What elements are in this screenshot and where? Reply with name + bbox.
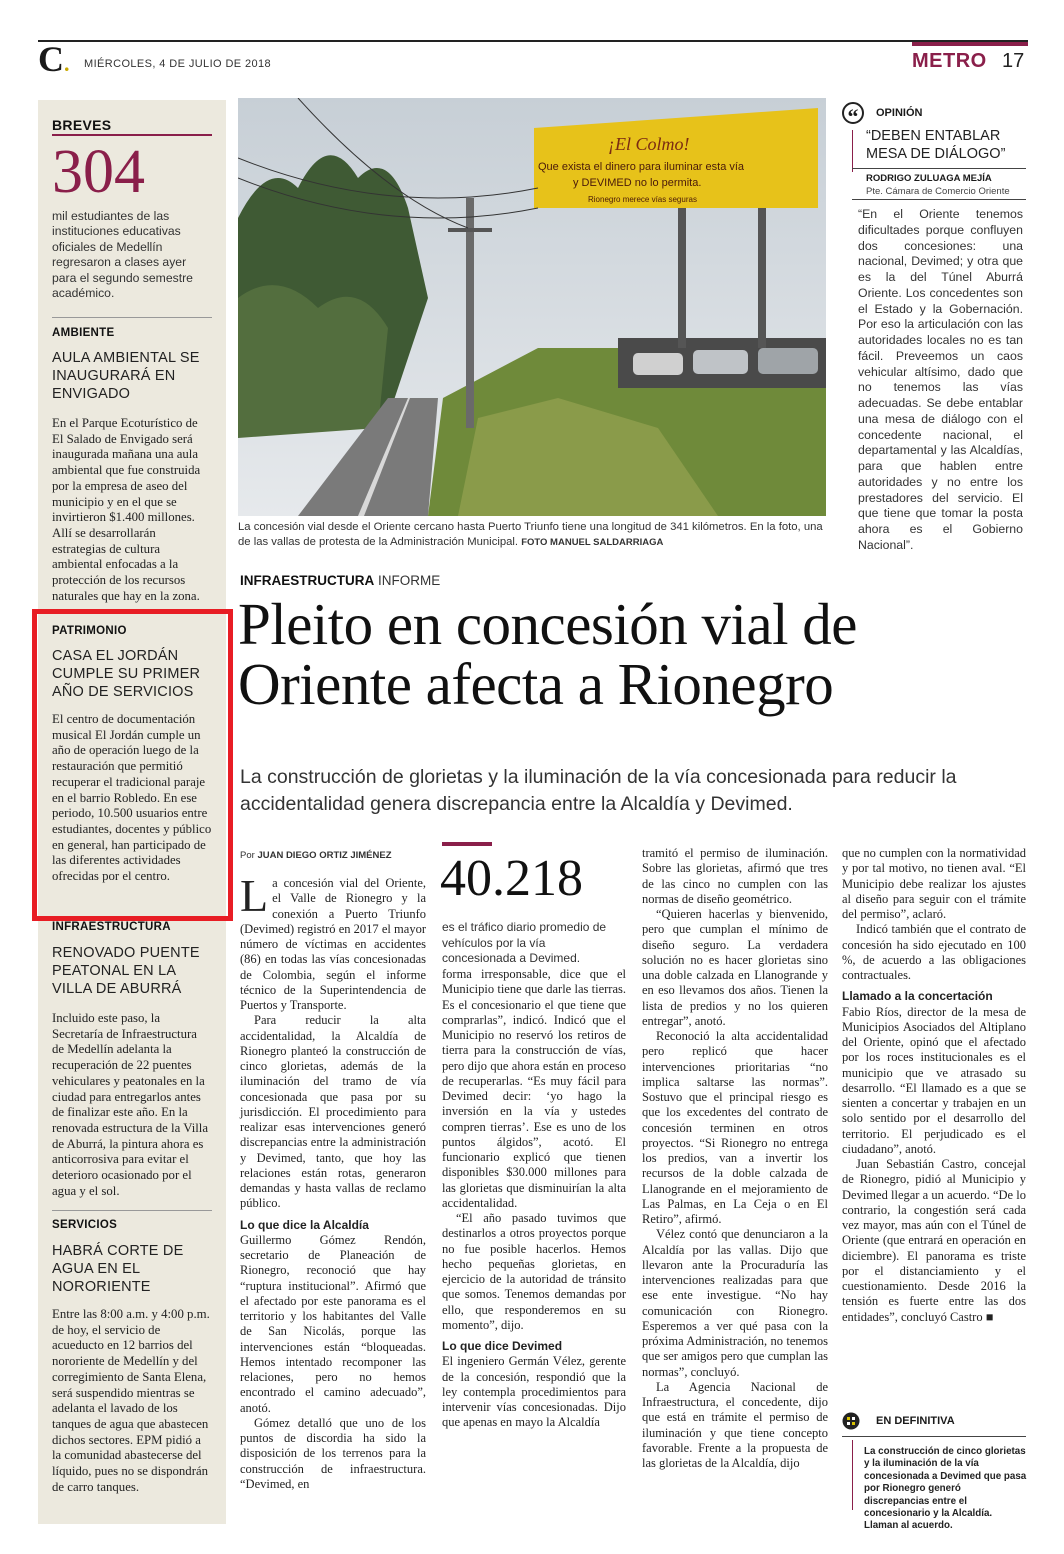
opinion-author: RODRIGO ZULUAGA MEJÍA	[866, 173, 992, 184]
article-column-3: tramitó el permiso de iluminación. Sobre las glorietas, afirmó que tres de las cinco no cumplen con las normas de diseño geométrico. “Quieren hacerlas y bienvenido, pero que cumplan el mínimo de diseño seguro. La verdadera solución no es hacer glorietas sino una doble calzada en Llanogrande y en eso llevamos dos años. Tienen la lista de predios y no los quieren entregar”, anotó. Reconoció la alta accidentalidad pero replicó que hacer intervenciones prioritarias “no implica saltarse las normas”. Sostuvo que el principal riesgo es que los excedentes del contrato de concesión terminen en otros proyectos. “Si Rionegro no entrega los predios, van a invertir los recursos de la doble calzada de Llanogrande en el mejoramiento de Las Palmas, en La Ceja o en El Retiro”, afirmó. Vélez contó que denunciaron a la Alcaldía por las vallas. Dijo que llevaron ante la Procuraduría las intervenciones realizadas para que ese ente investigue. “No hay comunicación con Rionegro. Esperemos a ver qué pasa con la próxima Administración, no tenemos que ser amigos pero que cumplan las normas”, concluyó. La Agencia Nacional de Infraestructura, el concedente, dijo que está en trámite el permiso de iluminación y que tiene concepto favorable. Frente a la propuesta de las glorietas de la Alcaldía, dijo	[642, 846, 828, 1470]
brief-headline-patrimonio: CASA EL JORDÁN CUMPLE SU PRIMER AÑO DE SERVICIOS	[52, 648, 201, 700]
photo-credit: FOTO MANUEL SALDARRIAGA	[521, 537, 664, 548]
photo-illustration	[238, 98, 826, 516]
article-headline: Pleito en concesión vial de Oriente afecta a Rionegro	[238, 591, 857, 717]
brief-body-patrimonio: El centro de documentación musical El Jordán cumple un año de operación luego de la restauración que permitió recuperar el tradicional paraje en el barrio Robledo. En ese periodo, 10.500 usuarios entre estudiantes, docentes y público en general, han participado de las diferentes actividades ofrecidas por el centro.	[52, 712, 212, 884]
section-rule	[912, 42, 1028, 46]
definitiva-icon	[842, 1412, 860, 1430]
brief-body-servicios: Entre las 8:00 a.m. y 4:00 p.m. de hoy, el servicio de acueducto en 12 barrios del nororiente de Medellín y del corregimiento de Santa Elena, será suspendido mientras se adelanta el lavado de los tanques de agua que abastecen dichos sectores. EPM pidió a la comunidad abastecerse del líquido, pues no se dispondrán de carro tanques.	[52, 1307, 210, 1494]
photo-caption	[238, 520, 828, 550]
opinion-author-role: Pte. Cámara de Comercio Oriente	[866, 186, 1010, 197]
drop-cap: L	[240, 870, 269, 921]
issue-date: MIÉRCOLES, 4 DE JULIO DE 2018	[84, 58, 272, 70]
opinion-label: OPINIÓN	[876, 107, 923, 119]
opinion-rule	[852, 168, 1026, 169]
kicker-section: INFRAESTRUCTURA	[240, 573, 375, 588]
definitiva-vrule	[852, 1440, 853, 1510]
billboard-text: Que exista el dinero para iluminar esta vía	[538, 161, 745, 173]
kicker-type: INFORME	[378, 573, 441, 588]
billboard-text: Rionegro merece vías seguras	[588, 195, 697, 204]
brief-label-infraestructura: INFRAESTRUCTURA	[52, 921, 171, 933]
subheading: Lo que dice la Alcaldía	[240, 1217, 369, 1232]
opinion-rule	[852, 199, 1026, 200]
billboard-text: ¡El Colmo!	[608, 134, 690, 154]
big-number-caption: mil estudiantes de las instituciones educativas oficiales de Medellín regresaron a clases ayer para el segundo semestre académico.	[52, 209, 193, 301]
brief-body-ambiente: En el Parque Ecoturístico de El Salado de Envigado será inaugurada mañana una aula ambiental que fue construida por la empresa de aseo del municipio y en el que se invirtieron $1.400 millones. Allí se desarrollarán estrategias de cultura ambiental enfocadas a la protección de los recursos naturales que hay en la zona.	[52, 416, 201, 603]
subheading: Llamado a la concertación	[842, 989, 993, 1004]
newspaper-logo: C.	[38, 39, 70, 79]
article-column-2: forma irresponsable, dice que el Municipio tiene que darle las tierras. Es el concesionario el que tiene que comprarlas”, indicó. Indicó que el Municipio no reservó los retiros de tierra para la construcción de vías, pero dijo que ahora están en proceso de recuperarlas. “Es muy fácil para Devimed decir: ‘yo hago la inversión en la vía y ustedes compren tierras’. Ese es uno de los puntos álgidos”, acotó. El funcionario explicó que tienen disponibles $30.000 millones para las glorietas que disminuirían la alta accidentalidad. “El año pasado tuvimos que destinarlos a otros proyectos porque no fue posible hacerlos. Hemos hecho pequeñas glorietas, en ejercicio de la autoridad de tránsito que somos. Tenemos demandas por ello, que responderemos en su momento”, dijo. Lo que dice Devimed El ingeniero Germán Vélez, gerente de la concesión, respondió que la ley contempla procedimientos para intervenir vías concesionadas. Dijo que apenas en mayo la Alcaldía	[442, 967, 626, 1430]
article-subheadline: La construcción de glorietas y la iluminación de la vía concesionada para reducir la accidentalidad genera discrepancia entre la Alcaldía y Devimed.	[240, 766, 957, 815]
definitiva-label: EN DEFINITIVA	[876, 1415, 955, 1427]
page-number: 17	[1002, 50, 1025, 72]
subheading: Lo que dice Devimed	[442, 1339, 563, 1353]
article-column-4: que no cumplen con la normatividad y por tal motivo, no tienen aval. “El Municipio debe realizar los ajustes al diseño para seguir con el trámite del permiso”, aclaró. Indicó también que el contrato de concesión ha sido ejecutado en 100 %, de acuerdo a las obligaciones contractuales. Llamado a la concertación Fabio Ríos, director de la mesa de Municipios Asociados del Altiplano del Oriente, opinó que el afectado por los roces institucionales es el municipio que ve atrasado su desarrollo. “El llamado es a que se sienten a concertar y trabajen en un solo sentido por el desarrollo del territorio. El perjudicado es el ciudadano”, anotó. Juan Sebastián Castro, concejal de Rionegro, pidió al Municipio y Devimed llegar a un acuerdo. “De lo contrario, la congestión será cada vez mayor, mas aún con el Túnel de Oriente (que entrará en operación en diciembre). El panorama es triste por el distanciamiento y el cuestionamiento. Desde 2016 la tensión es fuerte entre las dos entidades”, concluyó Castro ■	[842, 846, 1026, 1324]
brief-label-patrimonio: PATRIMONIO	[52, 625, 127, 637]
article-column-1: La concesión vial del Oriente, el Valle de Rionegro y la conexión a Puerto Triunfo (Devimed) registró en 2017 el mayor número de víctimas en accidentes (86) en todas las vías concesionadas de Colombia, según el informe técnico de la Superintendencia de Puertos y Transporte. Para reducir la alta accidentalidad, la Alcaldía de Rionegro planteó la construcción de cinco glorietas, además de la iluminación del tramo de vía concesionada que pasa por su jurisdicción. El procedimiento para realizar esas intervenciones generó discrepancias entre la administración y Devimed, tanto, que hoy las relaciones están rotas, generaron demandas y hasta vallas de reclamo público. Lo que dice la Alcaldía Guillermo Gómez Rendón, secretario de Planeación de Rionegro, reconoció que hay “ruptura institucional”. Afirmó que el afectado por este panorama es el territorio y los habitantes del Valle de San Nicolás, porque las intervenciones están “bloqueadas. Hemos intentado recomponer las relaciones, pero no hemos encontrado el camino adecuado”, anotó. Gómez detalló que uno de los puntos de discordia ha sido la disposición de los terrenos para la construcción de infraestructura. “Devimed, en	[240, 870, 426, 1491]
brief-body-infraestructura: Incluido este paso, la Secretaría de Infraestructura de Medellín adelanta la recuperación de 22 puentes vehiculares y peatonales en la ciudad para entregarlos antes de finalizar este año. En la renovada estructura de la Villa de Aburrá, la pintura ahora es anticorrosiva para evitar el deterioro ocasionado por el agua y el sol.	[52, 1011, 209, 1198]
breves-rule	[52, 134, 212, 136]
highlight-box	[32, 609, 233, 921]
brief-headline-ambiente: AULA AMBIENTAL SE INAUGURARÁ EN ENVIGADO	[52, 350, 200, 402]
brief-label-ambiente: AMBIENTE	[52, 327, 115, 339]
article-kicker	[240, 573, 440, 588]
section-name: METRO	[912, 50, 987, 72]
definitiva-body: La construcción de cinco glorietas y la iluminación de la vía concesionada a Devimed que pasa por Rionegro generó discrepancias entre el concesionario y la Alcaldía. Llaman al acuerdo.	[864, 1446, 1027, 1532]
sidebar-divider	[52, 1210, 212, 1211]
opinion-title: “DEBEN ENTABLAR MESA DE DIÁLOGO”	[866, 128, 1006, 162]
top-rule	[38, 40, 1028, 42]
stat-caption: es el tráfico diario promedio de vehículos por la vía concesionada a Devimed.	[442, 920, 607, 965]
quote-icon: “	[842, 102, 864, 124]
brief-headline-servicios: HABRÁ CORTE DE AGUA EN EL NORORIENTE	[52, 1243, 184, 1295]
billboard-text: y DEVIMED no lo permita.	[573, 177, 702, 189]
definitiva-rule	[842, 1436, 1026, 1437]
opinion-body: “En el Oriente tenemos dificultades porque confluyen dos concesiones: una nacional, Devimed; y otra que es la del Túnel Aburrá Oriente. Los concedentes son el Estado y la Gobernación. Por eso la articulación con las autoridades locales no es tan fácil. Preveemos un caos vehicular altísimo, dado que no tenemos las vías adecuadas. Se debe entablar una mesa de diálogo con el concedente nacional, el departamental y las Alcaldías, para que hablen entre autoridades y no entre los prestadores del servicio. El que tiene que tomar la posta ahora es el Gobierno Nacional”.	[858, 207, 1023, 552]
author-name: JUAN DIEGO ORTIZ JIMÉNEZ	[257, 850, 392, 861]
stat-number: 40.218	[440, 850, 583, 907]
news-photo	[238, 98, 826, 516]
brief-headline-infraestructura: RENOVADO PUENTE PEATONAL EN LA VILLA DE ABURRÁ	[52, 945, 200, 997]
byline: Por JUAN DIEGO ORTIZ JIMÉNEZ	[240, 850, 392, 861]
photo-caption-text: La concesión vial desde el Oriente cercano hasta Puerto Triunfo tiene una longitud de 341 kilómetros. En la foto, una de las vallas de protesta de la Administración Municipal.	[238, 521, 823, 548]
breves-label: BREVES	[52, 117, 112, 133]
opinion-rule	[852, 130, 853, 172]
sidebar-divider	[52, 317, 212, 318]
big-number: 304	[52, 138, 145, 206]
brief-label-servicios: SERVICIOS	[52, 1219, 118, 1231]
